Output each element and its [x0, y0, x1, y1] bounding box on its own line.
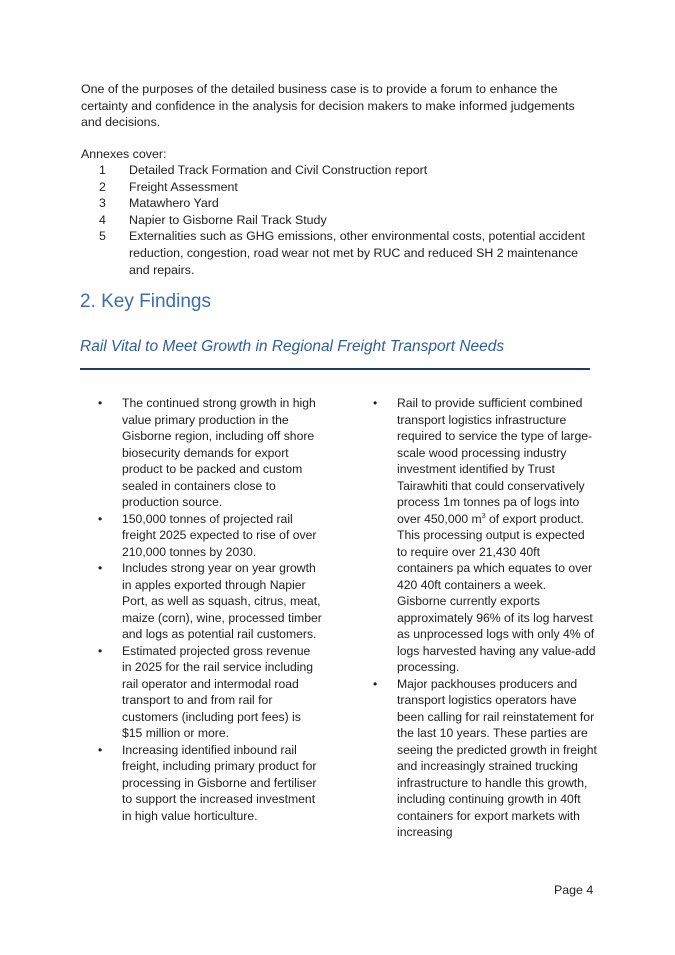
bullet-icon: • [373, 676, 378, 691]
bullet-text: Includes strong year on year growth in apples exported through Napier Port, as well as squash, citrus, meat, maize (corn), wine, processed timber and logs as potential rail customers. [122, 561, 322, 641]
annex-text: Externalities such as GHG emissions, other environmental costs, potential accident reduction, congestion, road wear not met by RUC and reduced SH 2 maintenance and repairs. [129, 229, 585, 277]
bullet-text: Estimated projected gross revenue in 2025 for the rail service including rail operator and intermodal road transport to and from rail for customers (including port fees) is $15 million or more. [122, 643, 314, 740]
annex-number: 1 [99, 163, 106, 177]
left-bullet-list [98, 395, 323, 824]
intro-paragraph: One of the purposes of the detailed business case is to provide a forum to enhance the certainty and confidence in the analysis for decision makers to make informed judgements and decisions. [81, 82, 575, 130]
bullet-item [98, 511, 323, 561]
annex-item [81, 228, 601, 278]
page-number: Page 4 [554, 883, 594, 897]
annex-text: Matawhero Yard [129, 196, 219, 211]
bullet-text: Increasing identified inbound rail freight, including primary product for processing in Gisborne and fertiliser to support the increased investment in high value horticulture. [122, 742, 317, 823]
annex-text: Napier to Gisborne Rail Track Study [129, 212, 327, 227]
annex-text: Freight Assessment [129, 179, 238, 194]
bullet-icon: • [373, 396, 378, 410]
bullet-icon: • [98, 561, 103, 575]
annex-item [81, 179, 601, 196]
annex-item [81, 212, 601, 229]
heading-divider [80, 368, 590, 370]
annex-number: 3 [99, 196, 106, 211]
annex-number: 2 [99, 179, 106, 194]
annex-number: 4 [99, 212, 106, 227]
bullet-item [98, 560, 323, 643]
bullet-icon: • [98, 742, 103, 757]
superscript-cubed: 3 [481, 512, 486, 520]
annexes-list [81, 162, 601, 278]
bullet-item [98, 742, 323, 825]
annex-item [81, 195, 601, 212]
annex-text: Detailed Track Formation and Civil Construction report [129, 163, 428, 177]
bullet-text-part1: Rail to provide sufficient combined transport logistics infrastructure required to service the type of large-scale wood processing industry investment identified by Trust Tairawhiti that could conservatively process 1m tonnes pa of logs into over 450,000 m [397, 396, 593, 526]
bullet-text: Major packhouses producers and transport logistics operators have been calling for rail reinstatement for the last 10 years. These parties are seeing the predicted growth in freight and increasingly strained trucking infrastructure to handle this growth, including continuing growth in 40ft containers for export markets with increasing [397, 676, 597, 839]
annex-item [81, 162, 601, 179]
bullet-text: The continued strong growth in high value primary production in the Gisborne region, including off shore biosecurity demands for export product to be packed and custom sealed in containers close to production source. [122, 396, 316, 509]
bullet-text-part2: of export product. This processing output is expected to require over 21,430 40ft containers pa which equates to over 420 40ft containers a week. Gisborne currently exports approximately 96% of its log harvest as unprocessed logs with only 4% of logs harvested having any value-add processing. [397, 511, 596, 674]
bullet-item [98, 643, 323, 742]
bullet-item [373, 395, 598, 676]
bullet-icon: • [98, 511, 103, 526]
sub-heading: Rail Vital to Meet Growth in Regional Freight Transport Needs [80, 338, 505, 355]
annexes-title: Annexes cover: [81, 147, 167, 161]
bullet-item [373, 676, 598, 841]
bullet-text: 150,000 tonnes of projected rail freight 2025 expected to rise of over 210,000 tonnes by 2030. [122, 511, 317, 559]
section-heading: 2. Key Findings [80, 291, 211, 312]
bullet-item [98, 395, 323, 511]
bullet-icon: • [98, 643, 103, 658]
right-bullet-list [373, 395, 598, 841]
bullet-icon: • [98, 396, 103, 410]
annex-number: 5 [99, 229, 106, 244]
